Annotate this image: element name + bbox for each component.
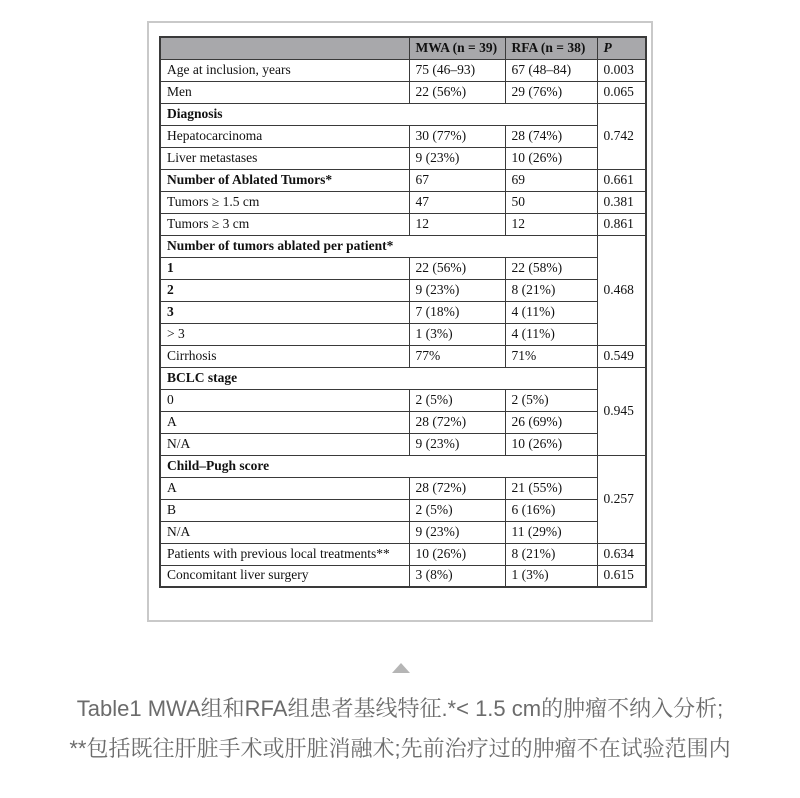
table-row — [160, 103, 646, 125]
row-label-cell: Child–Pugh score — [160, 455, 597, 477]
p-value-cell: 0.468 — [597, 235, 646, 345]
p-value-cell: 0.549 — [597, 345, 646, 367]
rfa-value-cell: 50 — [505, 191, 597, 213]
rfa-value-cell: 12 — [505, 213, 597, 235]
header-empty-cell — [160, 37, 409, 59]
table-row — [160, 433, 646, 455]
mwa-value-cell: 2 (5%) — [409, 499, 505, 521]
row-label-cell: Diagnosis — [160, 103, 597, 125]
row-label-cell: 2 — [160, 279, 409, 301]
mwa-value-cell: 30 (77%) — [409, 125, 505, 147]
rfa-value-cell: 8 (21%) — [505, 279, 597, 301]
p-value-cell: 0.381 — [597, 191, 646, 213]
row-label-cell: Patients with previous local treatments** — [160, 543, 409, 565]
table-row — [160, 191, 646, 213]
mwa-value-cell: 10 (26%) — [409, 543, 505, 565]
rfa-value-cell: 6 (16%) — [505, 499, 597, 521]
rfa-value-cell: 21 (55%) — [505, 477, 597, 499]
row-label-cell: B — [160, 499, 409, 521]
rfa-value-cell: 2 (5%) — [505, 389, 597, 411]
p-value-cell: 0.861 — [597, 213, 646, 235]
row-label-cell: Number of tumors ablated per patient* — [160, 235, 597, 257]
mwa-value-cell: 9 (23%) — [409, 433, 505, 455]
mwa-value-cell: 22 (56%) — [409, 81, 505, 103]
rfa-value-cell: 29 (76%) — [505, 81, 597, 103]
table-row — [160, 521, 646, 543]
rfa-value-cell: 67 (48–84) — [505, 59, 597, 81]
mwa-value-cell: 47 — [409, 191, 505, 213]
table-row — [160, 323, 646, 345]
mwa-value-cell: 77% — [409, 345, 505, 367]
table-header-row — [160, 37, 646, 59]
table-row — [160, 345, 646, 367]
table-row — [160, 455, 646, 477]
p-value-cell: 0.065 — [597, 81, 646, 103]
row-label-cell: > 3 — [160, 323, 409, 345]
table-row — [160, 125, 646, 147]
table-row — [160, 411, 646, 433]
row-label-cell: A — [160, 411, 409, 433]
table-figure-frame — [147, 21, 653, 622]
mwa-value-cell: 75 (46–93) — [409, 59, 505, 81]
rfa-value-cell: 4 (11%) — [505, 323, 597, 345]
p-value-cell: 0.661 — [597, 169, 646, 191]
mwa-value-cell: 9 (23%) — [409, 147, 505, 169]
rfa-value-cell: 1 (3%) — [505, 565, 597, 587]
table-row — [160, 257, 646, 279]
mwa-value-cell: 12 — [409, 213, 505, 235]
table-row — [160, 477, 646, 499]
table-row — [160, 301, 646, 323]
p-value-cell: 0.742 — [597, 103, 646, 169]
rfa-value-cell: 4 (11%) — [505, 301, 597, 323]
header-p-cell: P — [597, 37, 646, 59]
table-row — [160, 367, 646, 389]
p-value-cell: 0.615 — [597, 565, 646, 587]
mwa-value-cell: 22 (56%) — [409, 257, 505, 279]
row-label-cell: Men — [160, 81, 409, 103]
row-label-cell: 0 — [160, 389, 409, 411]
mwa-value-cell: 28 (72%) — [409, 411, 505, 433]
row-label-cell: BCLC stage — [160, 367, 597, 389]
table-row — [160, 169, 646, 191]
rfa-value-cell: 8 (21%) — [505, 543, 597, 565]
figure-caption — [0, 689, 800, 769]
row-label-cell: Age at inclusion, years — [160, 59, 409, 81]
p-value-cell: 0.003 — [597, 59, 646, 81]
header-rfa-cell: RFA (n = 38) — [505, 37, 597, 59]
rfa-value-cell: 10 (26%) — [505, 147, 597, 169]
rfa-value-cell: 10 (26%) — [505, 433, 597, 455]
row-label-cell: A — [160, 477, 409, 499]
table-row — [160, 279, 646, 301]
mwa-value-cell: 28 (72%) — [409, 477, 505, 499]
header-mwa-cell: MWA (n = 39) — [409, 37, 505, 59]
mwa-value-cell: 9 (23%) — [409, 279, 505, 301]
mwa-value-cell: 9 (23%) — [409, 521, 505, 543]
mwa-value-cell: 2 (5%) — [409, 389, 505, 411]
table-row — [160, 499, 646, 521]
p-value-cell: 0.257 — [597, 455, 646, 543]
table-row — [160, 147, 646, 169]
mwa-value-cell: 3 (8%) — [409, 565, 505, 587]
row-label-cell: 1 — [160, 257, 409, 279]
row-label-cell: N/A — [160, 521, 409, 543]
mwa-value-cell: 7 (18%) — [409, 301, 505, 323]
table-row — [160, 213, 646, 235]
row-label-cell: Tumors ≥ 3 cm — [160, 213, 409, 235]
p-value-cell: 0.945 — [597, 367, 646, 455]
triangle-up-icon — [392, 663, 410, 673]
caption-line-1: Table1 MWA组和RFA组患者基线特征.*< 1.5 cm的肿瘤不纳入分析; — [76, 696, 724, 721]
rfa-value-cell: 26 (69%) — [505, 411, 597, 433]
row-label-cell: 3 — [160, 301, 409, 323]
row-label-cell: Hepatocarcinoma — [160, 125, 409, 147]
table-row — [160, 389, 646, 411]
rfa-value-cell: 69 — [505, 169, 597, 191]
row-label-cell: N/A — [160, 433, 409, 455]
table-row — [160, 235, 646, 257]
mwa-value-cell: 1 (3%) — [409, 323, 505, 345]
caption-line-2: **包括既往肝脏手术或肝脏消融术;先前治疗过的肿瘤不在试验范围内 — [69, 736, 731, 761]
row-label-cell: Liver metastases — [160, 147, 409, 169]
row-label-cell: Concomitant liver surgery — [160, 565, 409, 587]
rfa-value-cell: 71% — [505, 345, 597, 367]
row-label-cell: Cirrhosis — [160, 345, 409, 367]
baseline-characteristics-table — [159, 36, 647, 588]
row-label-cell: Number of Ablated Tumors* — [160, 169, 409, 191]
rfa-value-cell: 11 (29%) — [505, 521, 597, 543]
mwa-value-cell: 67 — [409, 169, 505, 191]
row-label-cell: Tumors ≥ 1.5 cm — [160, 191, 409, 213]
table-row — [160, 543, 646, 565]
table-row — [160, 565, 646, 587]
p-value-cell: 0.634 — [597, 543, 646, 565]
table-row — [160, 59, 646, 81]
rfa-value-cell: 28 (74%) — [505, 125, 597, 147]
table-body — [160, 59, 646, 587]
rfa-value-cell: 22 (58%) — [505, 257, 597, 279]
table-row — [160, 81, 646, 103]
